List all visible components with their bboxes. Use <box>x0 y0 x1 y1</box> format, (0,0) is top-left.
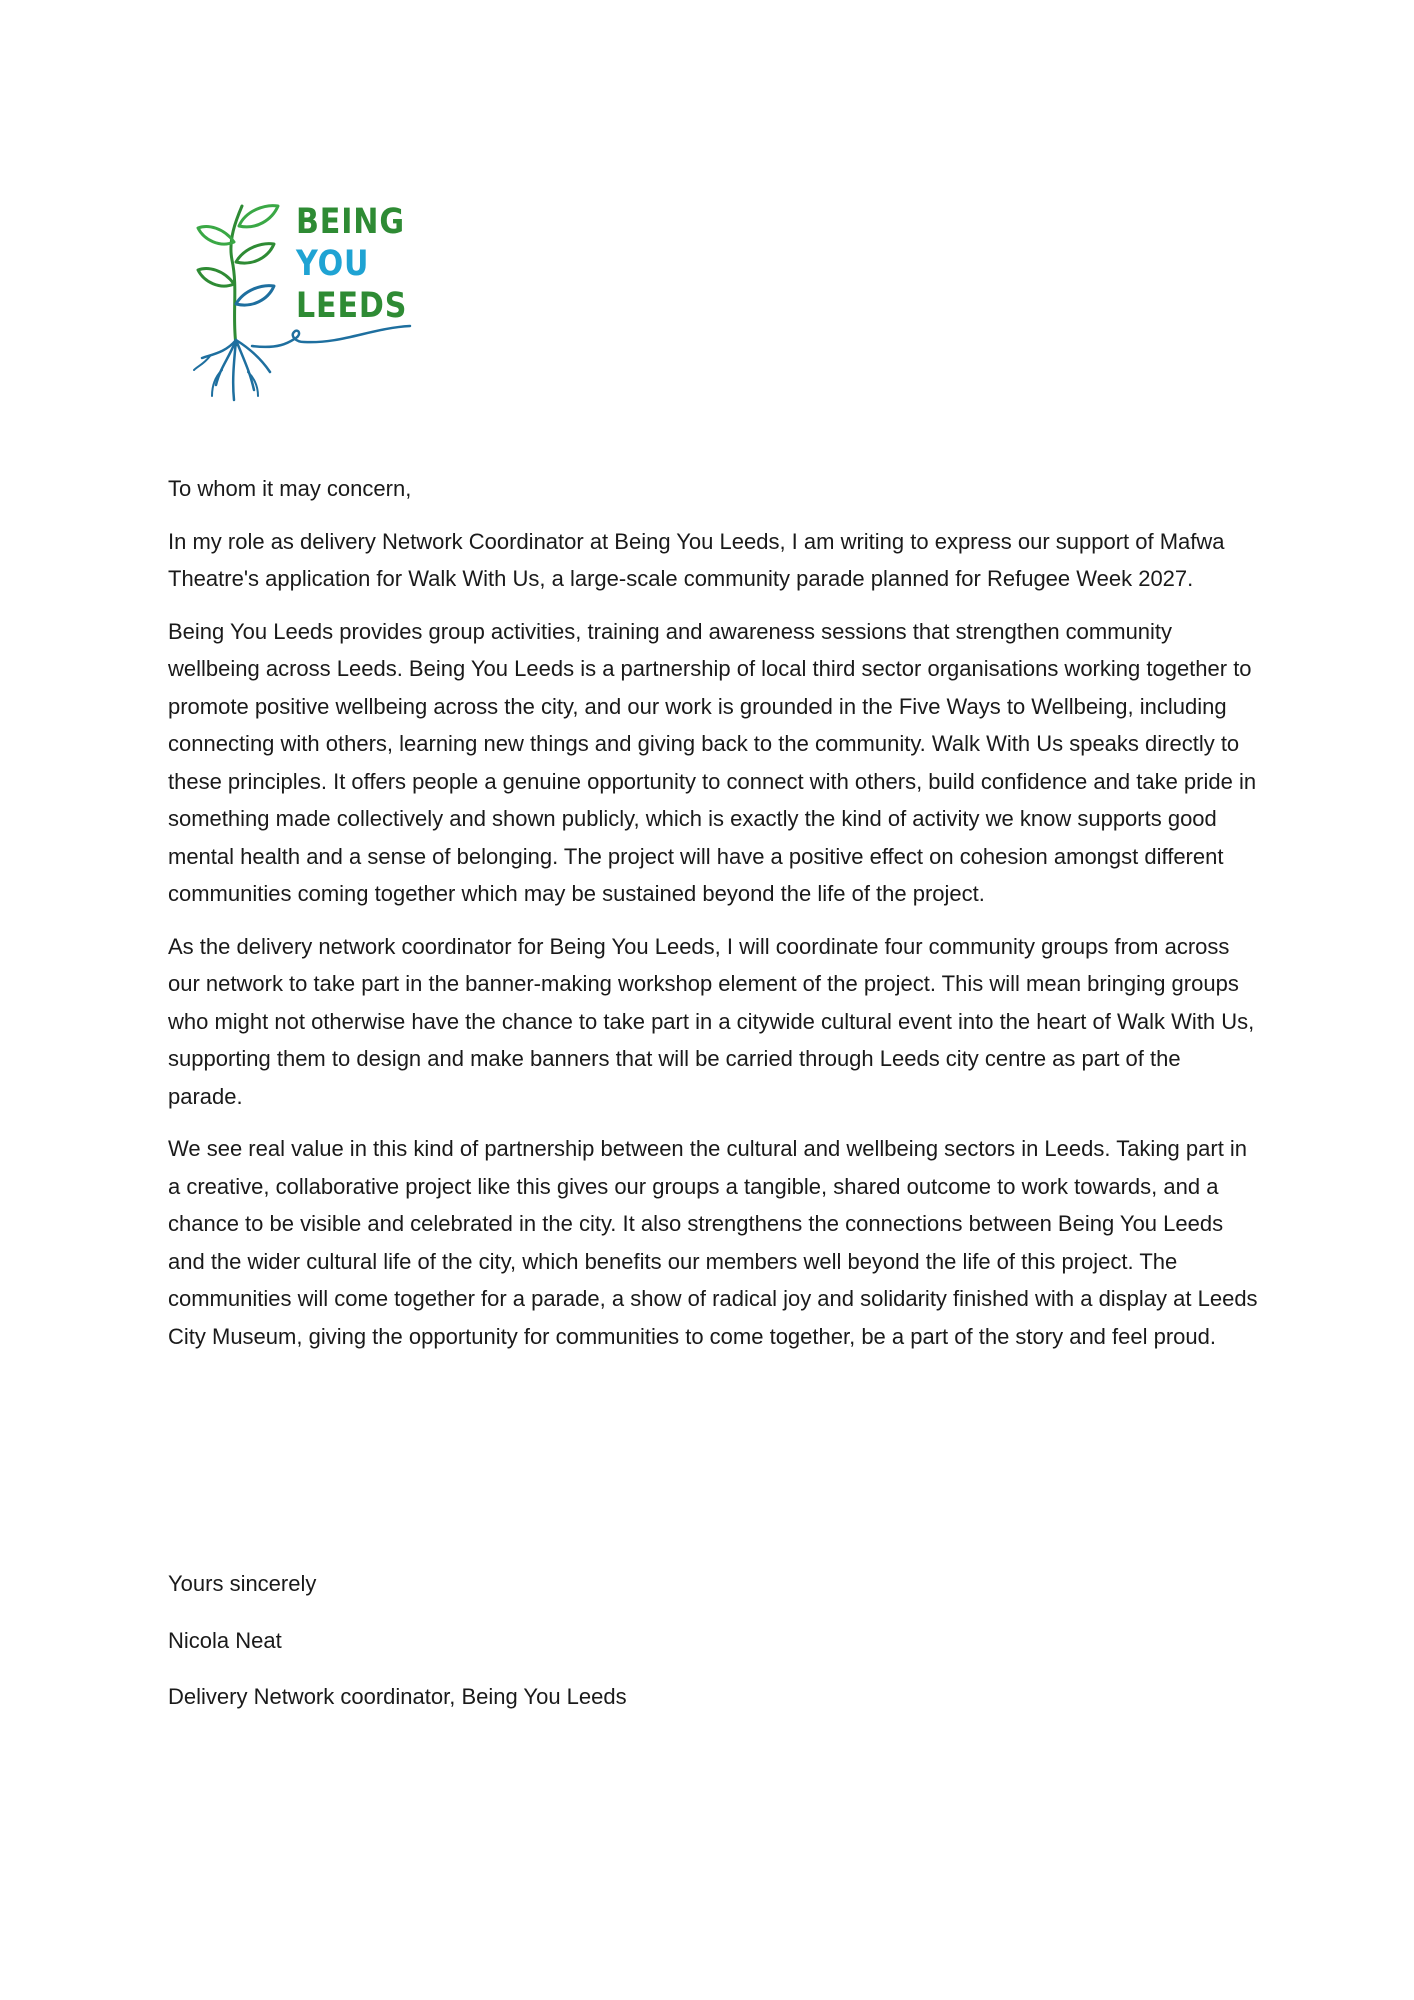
logo-word-leeds: LEEDS <box>296 286 408 326</box>
logo-word-you: YOU <box>296 244 370 284</box>
signatory-name: Nicola Neat <box>168 1627 282 1653</box>
letter-body <box>168 470 1258 1370</box>
signatory-role: Delivery Network coordinator, Being You Leeds <box>168 1684 627 1709</box>
logo-word-being: BEING <box>296 202 405 242</box>
letter-closing <box>168 1565 627 1735</box>
paragraph-4: We see real value in this kind of partnership between the cultural and wellbeing sectors in Leeds. Taking part in a creative, collaborative project like this gives our groups a tangible, shared outcome to work towards, and a chance to be visible and celebrated in the city. It also strengthens the connections between Being You Leeds and the wider cultural life of the city, which benefits our members well beyond the life of this project. The communities will come together for a parade, a show of radical joy and solidarity finished with a display at Leeds City Museum, giving the opportunity for communities to come together, be a part of the story and feel proud. <box>168 1136 1258 1349</box>
salutation: To whom it may concern, <box>168 476 412 501</box>
paragraph-2: Being You Leeds provides group activities, training and awareness sessions that strengthen community wellbeing across Leeds. Being You Leeds is a partnership of local third sector organisations working together to promote positive wellbeing across the city, and our work is grounded in the Five Ways to Wellbeing, including connecting with others, learning new things and giving back to the community. Walk With Us speaks directly to these principles. It offers people a genuine opportunity to connect with others, build confidence and take pride in something made collectively and shown publicly, which is exactly the kind of activity we know supports good mental health and a sense of belonging. The project will have a positive effect on cohesion amongst different communities coming together which may be sustained beyond the life of the project. <box>168 618 1257 906</box>
being-you-leeds-logo <box>192 200 417 415</box>
signoff: Yours sincerely <box>168 1571 317 1596</box>
paragraph-1: In my role as delivery Network Coordinator at Being You Leeds, I am writing to express our support of Mafwa Theatre's application for Walk With Us, a large-scale community parade planned for Refugee Week 2027. <box>168 528 1225 591</box>
paragraph-3: As the delivery network coordinator for Being You Leeds, I will coordinate four community groups from across our network to take part in the banner-making workshop element of the project. This will mean bringing groups who might not otherwise have the chance to take part in a citywide cultural event into the heart of Walk With Us, supporting them to design and make banners that will be carried through Leeds city centre as part of the parade. <box>168 933 1255 1109</box>
